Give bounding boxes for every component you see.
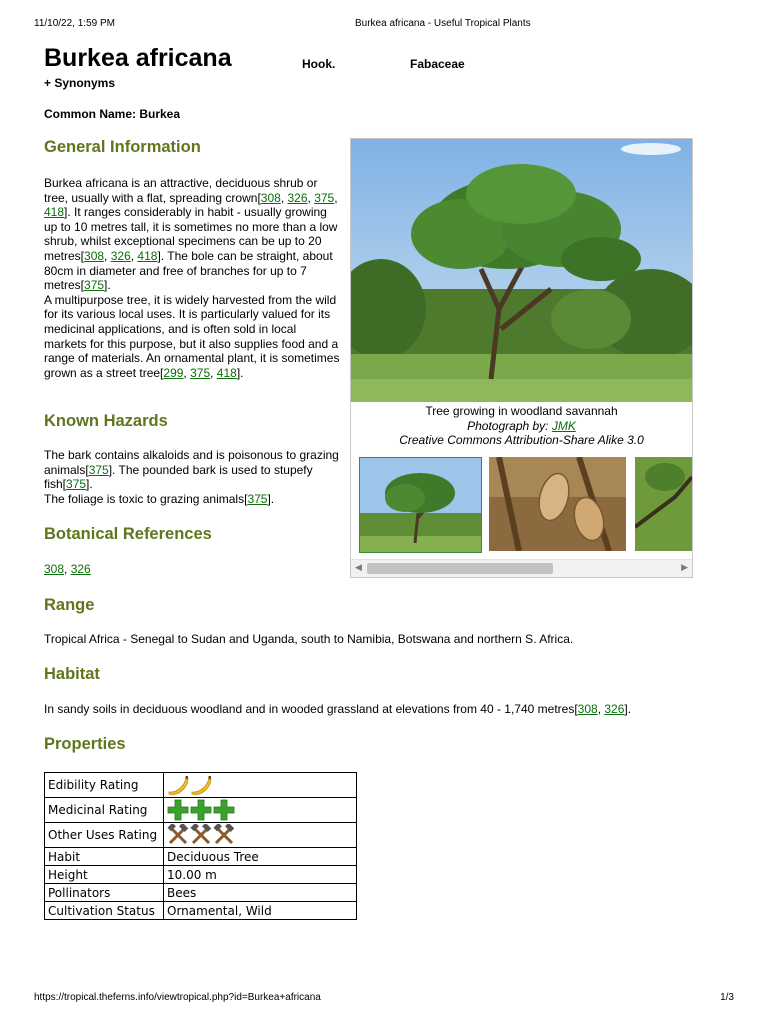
property-value: Bees [164,884,357,902]
tools-icon [190,824,212,846]
plant-name: Burkea africana [44,44,232,72]
plant-author: Hook. [302,57,336,71]
ref-link[interactable]: 375 [88,462,109,477]
medicinal-icons [167,799,235,821]
table-row [45,823,357,848]
table-row [45,773,357,798]
habitat-body: In sandy soils in deciduous woodland and in wooded grassland at elevations from 40 - 1,740 metres[ [44,702,578,716]
thumbnail-pods[interactable] [489,457,626,551]
photographer-link[interactable]: JMK [551,418,576,433]
thumbnail-branch[interactable] [635,457,692,551]
print-footer [34,992,734,1006]
habitat-end: ]. [624,702,632,716]
other-uses-rating [164,823,357,848]
general-information-heading: General Information [44,138,201,156]
tree-photo-image [351,139,692,402]
ref-link[interactable]: 308 [44,562,65,576]
property-label: Edibility Rating [45,773,164,798]
table-row [45,848,357,866]
edibility-icons [167,775,212,795]
ref-link[interactable]: 308 [84,248,105,263]
main-tree-photo[interactable] [351,139,692,402]
general-p1-c: ]. The bole can be straight, about 80cm in diameter and free of branches for up to 7 metres[ [44,248,333,293]
print-page-number: 1/3 [720,992,734,1003]
range-text: Tropical Africa - Senegal to Sudan and Uganda, south to Namibia, Botswana and northern S. Africa. [44,632,574,646]
banana-icon [190,775,212,795]
photo-gallery [350,138,693,578]
property-label: Pollinators [45,884,164,902]
ref-link[interactable]: 326 [604,702,625,716]
ref-link[interactable]: 418 [216,365,237,380]
range-heading: Range [44,596,95,614]
common-name: Common Name: Burkea [44,107,181,121]
general-p2-b: ]. [236,365,244,380]
photo-credit-label: Photograph by: [467,418,552,433]
general-p1-a: Burkea africana is an attractive, deciduous shrub or tree, usually with a flat, spreading crown[ [44,176,318,205]
title-row [44,44,694,76]
ref-link[interactable]: 375 [247,491,268,506]
table-row [45,866,357,884]
green-cross-icon [190,799,212,821]
hazards-a: The bark contains alkaloids and is poisonous to grazing animals[ [44,448,339,477]
ref-link[interactable]: 375 [314,190,335,205]
thumbnail-branch-image [635,457,692,551]
table-row [45,902,357,920]
botanical-references-heading: Botanical References [44,525,212,543]
print-header [34,18,734,32]
general-p1-d: ]. [104,278,111,293]
habitat-text: In sandy soils in deciduous woodland and in wooded grassland at elevations from 40 - 1,740 metres[308, 326]. [44,702,632,716]
ref-link[interactable]: 375 [84,278,105,293]
property-value: 10.00 m [164,866,357,884]
habitat-heading: Habitat [44,665,100,683]
plant-family: Fabaceae [410,57,465,71]
scrollbar-thumb[interactable] [367,563,553,574]
green-cross-icon [167,799,189,821]
ref-link[interactable]: 326 [110,248,131,263]
ref-link[interactable]: 308 [260,190,281,205]
property-label: Habit [45,848,164,866]
property-label: Medicinal Rating [45,798,164,823]
thumbnail-pods-image [489,457,626,551]
property-label: Other Uses Rating [45,823,164,848]
print-datetime: 11/10/22, 1:59 PM [34,18,115,29]
print-title: Burkea africana - Useful Tropical Plants [355,18,531,29]
properties-heading: Properties [44,735,126,753]
table-row [45,798,357,823]
scroll-left-arrow-icon[interactable]: ◀ [355,562,362,572]
general-p2-a: A multipurpose tree, it is widely harvested from the wild for its various local uses. It is particularly valued for its medicinal applications, and is often sold in local markets for this purpose, but it also supplies food and a range of materials. An ornamental plant, it is sometimes grown as a street tree[ [44,292,340,380]
table-row [45,884,357,902]
hazards-e: ]. [267,491,275,506]
hazards-b: ]. The pounded bark is used to stupefy fish[ [44,462,313,492]
ref-link[interactable]: 375 [66,477,87,492]
known-hazards-text [44,448,340,506]
photo-caption [351,404,692,448]
banana-icon [167,775,189,795]
scroll-right-arrow-icon[interactable]: ▶ [681,562,688,572]
botanical-references-list: 308, 326 [44,562,91,576]
general-p1-b: ]. It ranges considerably in habit - usually growing up to 10 metres tall, it is sometimes no more than a low shrub, whilst exceptional specimens can be up to 20 metres[ [44,205,338,263]
photo-license: Creative Commons Attribution-Share Alike 3.0 [399,433,644,448]
property-value: Deciduous Tree [164,848,357,866]
general-information-text: Burkea africana is an attractive, deciduous shrub or tree, usually with a flat, spreading crown[308, 326, 375, 418]. It ranges considerably in habit - usually growing up to 10 metres tall, it is sometimes no more than a low shrub, whilst exceptional specimens can be up to 20 metres[308, 326, 418]. The bole can be straight, about 80cm in diameter and free of branches for up to 7 metres[375]. A multipurpose tree, it is widely harvested from the wild for its various local uses. It is particularly valued for its medicinal applications, and is often sold in local markets for this purpose, but it also supplies food and a range of materials. An ornamental plant, it is sometimes grown as a street tree[299, 375, 418]. [44,176,340,380]
ref-link[interactable]: 308 [577,702,598,716]
tools-icon [213,824,235,846]
synonyms-toggle[interactable]: + Synonyms [44,76,116,90]
ref-link[interactable]: 326 [70,562,91,576]
thumbnail-tree[interactable] [359,457,482,553]
ref-link[interactable]: 375 [190,365,211,380]
property-label: Cultivation Status [45,902,164,920]
green-cross-icon [213,799,235,821]
thumbnail-scrollbar[interactable] [351,559,692,577]
property-label: Height [45,866,164,884]
thumbnail-tree-image [360,458,481,552]
hazards-d: The foliage is toxic to grazing animals[ [44,491,248,506]
edibility-rating [164,773,357,798]
thumbnail-strip [359,457,692,553]
ref-link[interactable]: 326 [287,190,308,205]
ref-link[interactable]: 418 [137,248,158,263]
hazards-c: ]. [86,477,93,492]
known-hazards-heading: Known Hazards [44,412,168,430]
print-url: https://tropical.theferns.info/viewtropical.php?id=Burkea+africana [34,992,321,1003]
ref-link[interactable]: 418 [44,205,65,220]
tools-icon [167,824,189,846]
ref-link[interactable]: 299 [163,365,184,380]
medicinal-rating [164,798,357,823]
photo-credit [351,419,692,434]
other-uses-icons [167,824,235,846]
caption-text: Tree growing in woodland savannah [425,404,618,418]
properties-table [44,772,357,920]
property-value: Ornamental, Wild [164,902,357,920]
